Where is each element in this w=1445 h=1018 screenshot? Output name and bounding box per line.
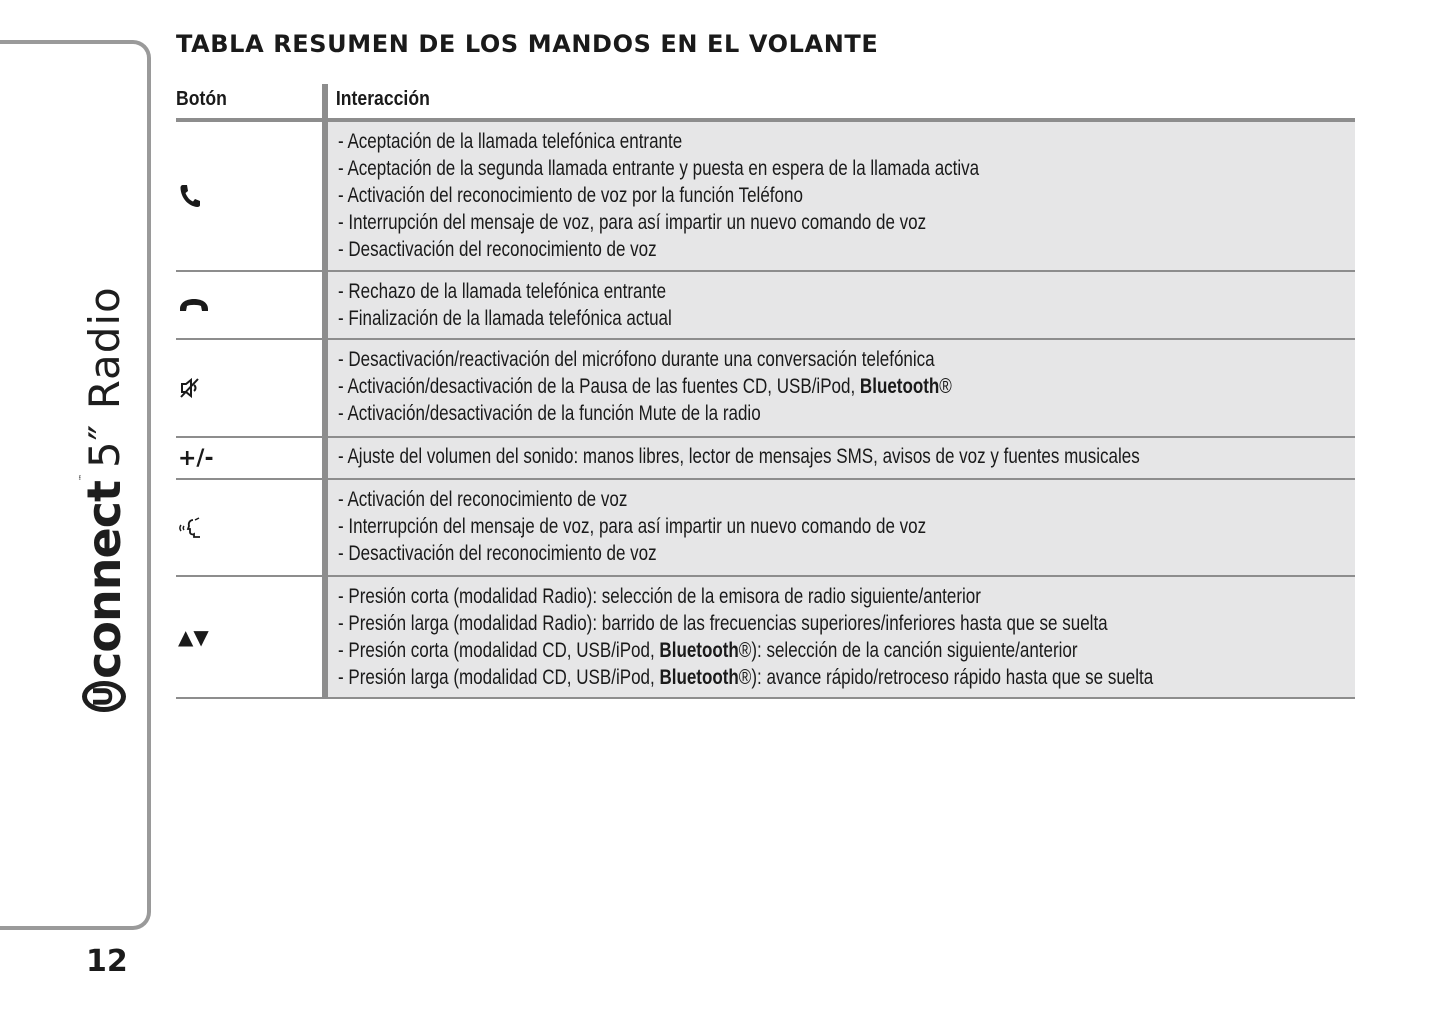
row-text bbox=[328, 438, 1355, 478]
row-text bbox=[328, 122, 1355, 270]
voice-recognition-icon bbox=[178, 516, 204, 540]
line-text: ®): avance rápido/retroceso rápido hasta que se suelta bbox=[738, 666, 1154, 689]
brand-trademark: ™ bbox=[78, 474, 86, 482]
bluetooth-word: Bluetooth bbox=[659, 639, 739, 662]
controls-table bbox=[176, 84, 1355, 699]
side-section-title bbox=[62, 286, 146, 712]
table-row bbox=[176, 577, 1355, 699]
interaction-line bbox=[338, 637, 1162, 664]
brand-logo-u: U bbox=[82, 681, 126, 712]
page-title: TABLA RESUMEN DE LOS MANDOS EN EL VOLANTE bbox=[176, 30, 879, 58]
phone-accept-icon bbox=[178, 183, 202, 209]
interaction-line: - Interrupción del mensaje de voz, para así impartir un nuevo comando de voz bbox=[338, 211, 927, 234]
row-icon-cell bbox=[176, 480, 322, 575]
table-row bbox=[176, 438, 1355, 480]
row-icon-cell bbox=[176, 272, 322, 338]
interaction-line bbox=[338, 373, 1162, 400]
interaction-line: - Aceptación de la llamada telefónica entrante bbox=[338, 130, 683, 153]
up-down-arrows-icon: ▲▼ bbox=[178, 625, 209, 649]
volume-plus-minus-icon: +/- bbox=[178, 445, 214, 471]
row-icon-cell bbox=[176, 122, 322, 270]
line-text: - Presión corta (modalidad CD, USB/iPod, bbox=[338, 639, 660, 662]
table-row bbox=[176, 480, 1355, 577]
interaction-line: - Desactivación del reconocimiento de voz bbox=[338, 542, 657, 565]
interaction-line: - Activación del reconocimiento de voz por la función Teléfono bbox=[338, 184, 803, 207]
interaction-line bbox=[338, 664, 1162, 691]
interaction-line: - Rechazo de la llamada telefónica entrante bbox=[338, 280, 667, 303]
table-header bbox=[176, 84, 1355, 122]
interaction-line: - Desactivación/reactivación del micrófono durante una conversación telefónica bbox=[338, 348, 935, 371]
registered-mark: ® bbox=[939, 375, 952, 398]
table-row bbox=[176, 340, 1355, 438]
row-text bbox=[328, 577, 1355, 697]
interaction-line: - Interrupción del mensaje de voz, para así impartir un nuevo comando de voz bbox=[338, 515, 927, 538]
interaction-line: - Aceptación de la segunda llamada entrante y puesta en espera de la llamada activa bbox=[338, 157, 980, 180]
row-text bbox=[328, 272, 1355, 338]
page-number: 12 bbox=[86, 944, 128, 979]
table-row bbox=[176, 272, 1355, 340]
interaction-line: - Activación del reconocimiento de voz bbox=[338, 488, 628, 511]
bluetooth-word: Bluetooth bbox=[859, 375, 940, 398]
line-text: - Presión larga (modalidad CD, USB/iPod, bbox=[338, 666, 660, 689]
interaction-line: - Desactivación del reconocimiento de voz bbox=[338, 238, 657, 261]
mute-icon bbox=[178, 376, 202, 400]
line-text: - Activación/desactivación de la Pausa de las fuentes CD, USB/iPod, bbox=[338, 375, 860, 398]
interaction-line: - Finalización de la llamada telefónica actual bbox=[338, 307, 672, 330]
bluetooth-word: Bluetooth bbox=[659, 666, 739, 689]
brand-model: 5″ Radio bbox=[79, 286, 129, 469]
interaction-line: - Activación/desactivación de la función Mute de la radio bbox=[338, 402, 761, 425]
line-text: ®): selección de la canción siguiente/anterior bbox=[738, 639, 1078, 662]
header-interaction: Interacción bbox=[335, 88, 430, 110]
row-icon-cell bbox=[176, 340, 322, 436]
interaction-line: - Ajuste del volumen del sonido: manos libres, lector de mensajes SMS, avisos de voz y fuentes musicales bbox=[338, 445, 1140, 468]
table-row bbox=[176, 122, 1355, 272]
row-text bbox=[328, 480, 1355, 575]
phone-hangup-icon bbox=[178, 297, 210, 313]
row-text bbox=[328, 340, 1355, 436]
brand-word: connect bbox=[77, 481, 131, 679]
interaction-line: - Presión larga (modalidad Radio): barrido de las frecuencias superiores/inferiores hasta que se suelta bbox=[338, 612, 1108, 635]
row-icon-cell bbox=[176, 438, 322, 478]
row-icon-cell bbox=[176, 577, 322, 697]
interaction-line: - Presión corta (modalidad Radio): selección de la emisora de radio siguiente/anterior bbox=[338, 585, 981, 608]
header-button: Botón bbox=[176, 88, 227, 110]
